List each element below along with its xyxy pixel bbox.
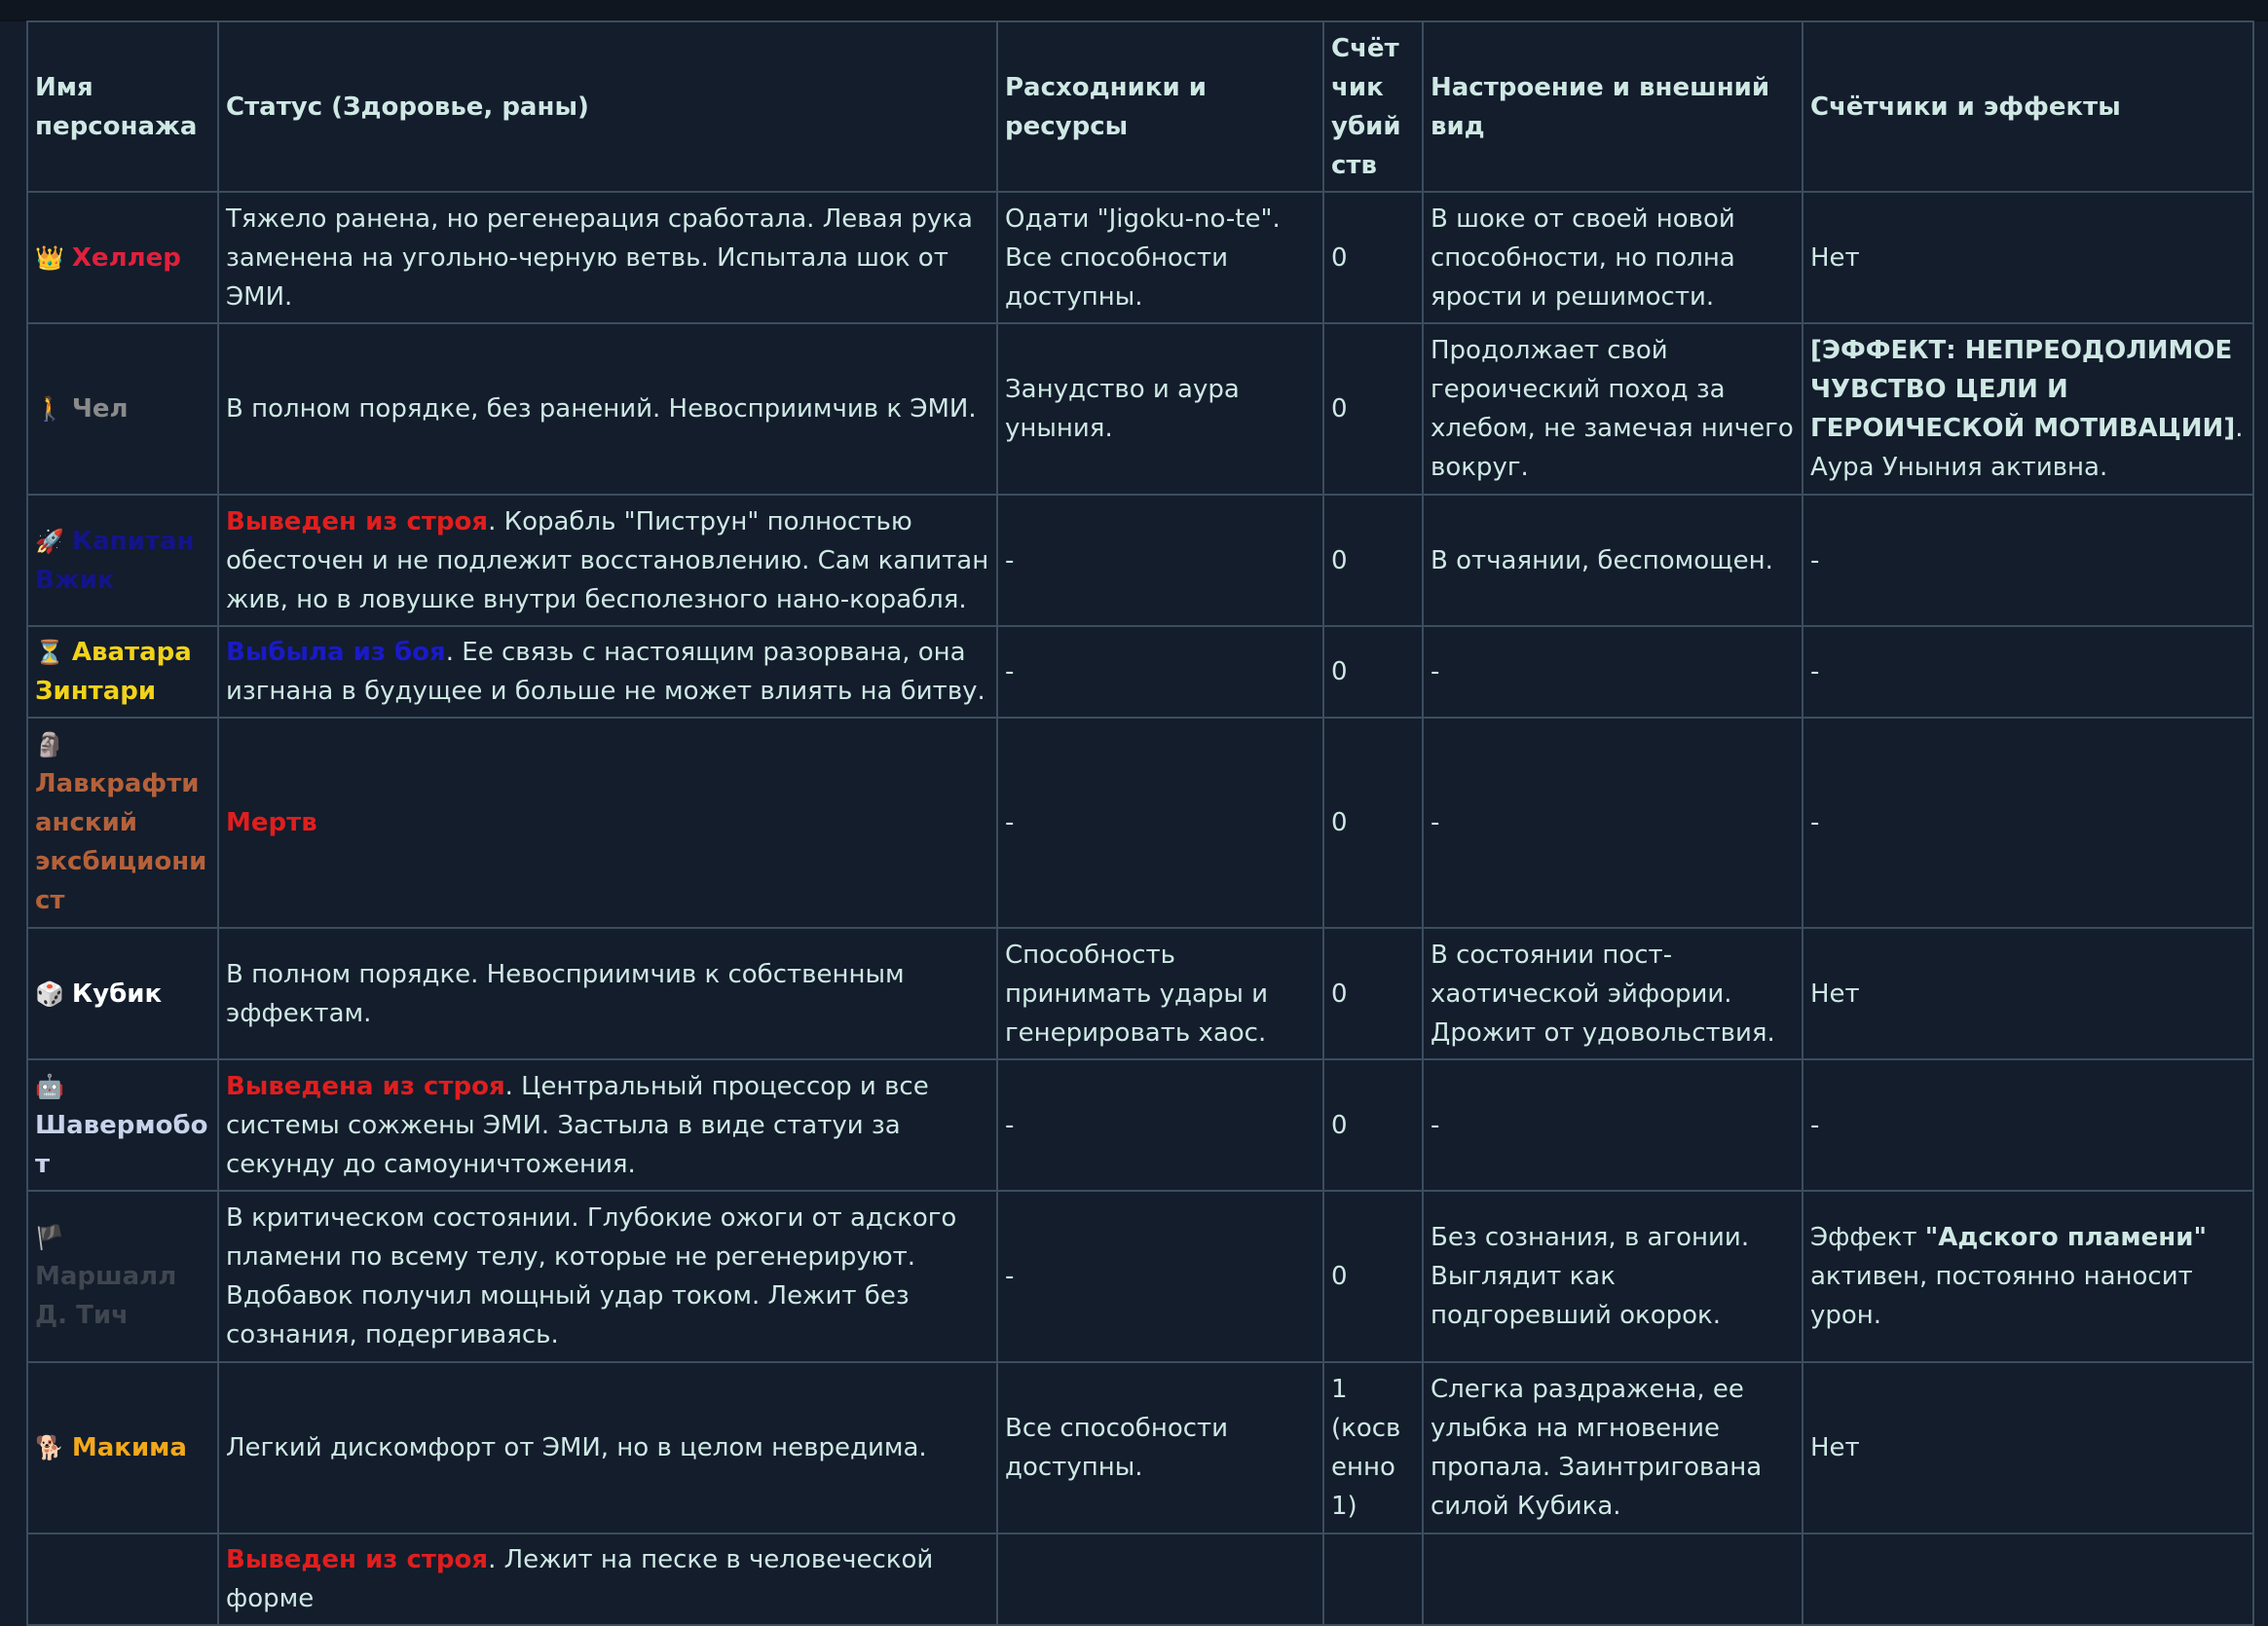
- effects-highlight: [ЭФФЕКТ: НЕПРЕОДОЛИМОЕ ЧУВСТВО ЦЕЛИ И ГЕРОИЧЕСКОЙ МОТИВАЦИИ]: [1810, 336, 2236, 443]
- cell-mood: Продолжает свой героический поход за хлебом, не замечая ничего вокруг.: [1423, 323, 1803, 495]
- effects-highlight: "Адского пламени": [1924, 1223, 2207, 1252]
- effects-prefix: Эффект: [1810, 1223, 1925, 1252]
- character-name: Капитан Вжик: [35, 526, 195, 595]
- table-row: [27, 626, 2253, 718]
- cell-resources: Все способности доступны.: [997, 1362, 1323, 1534]
- status-highlight: Выведена из строя: [226, 1071, 505, 1101]
- cell-effects: [1803, 1362, 2253, 1534]
- cell-status: [218, 718, 997, 928]
- cell-mood: -: [1423, 1059, 1803, 1191]
- statue-icon: 🗿: [35, 731, 64, 758]
- header-character-name: Имя персонажа: [27, 21, 218, 192]
- cell-resources: Одати "Jigoku-no-te". Все способности доступны.: [997, 192, 1323, 323]
- character-name: Макима: [71, 1433, 187, 1462]
- cell-resources: -: [997, 718, 1323, 928]
- cell-kill-counter: 0: [1323, 718, 1423, 928]
- cell-status: [218, 1191, 997, 1362]
- effects-text: -: [1810, 1110, 1820, 1140]
- table-row: [27, 718, 2253, 928]
- cell-mood: В состоянии пост-хаотической эйфории. Дрожит от удовольствия.: [1423, 928, 1803, 1059]
- table-row: [27, 928, 2253, 1059]
- header-kill-counter: Счётчик убийств: [1323, 21, 1423, 192]
- cell-effects: [1803, 192, 2253, 323]
- cell-kill-counter: 0: [1323, 1059, 1423, 1191]
- character-status-table: [26, 20, 2254, 1626]
- character-name: Кубик: [71, 979, 163, 1009]
- status-highlight: Выбыла из боя: [226, 638, 446, 667]
- effects-text: . Аура Уныния активна.: [1810, 414, 2244, 482]
- dog-icon: 🐕: [35, 1434, 64, 1461]
- hourglass-icon: ⏳: [35, 639, 64, 666]
- effects-text: активен, постоянно наносит урон.: [1810, 1262, 2193, 1330]
- cell-mood: В отчаянии, беспомощен.: [1423, 495, 1803, 626]
- cell-status: [218, 495, 997, 626]
- character-name: Маршалл Д. Тич: [35, 1262, 177, 1330]
- status-text: В полном порядке, без ранений. Невосприимчив к ЭМИ.: [226, 394, 977, 424]
- cell-resources: Занудство и аура уныния.: [997, 323, 1323, 495]
- cell-character-name: [27, 192, 218, 323]
- cell-status: [218, 192, 997, 323]
- cell-status: [218, 928, 997, 1059]
- character-name: Лавкрафтианский эксбиционист: [35, 769, 207, 915]
- effects-text: Нет: [1810, 242, 1860, 273]
- character-name: Шавермобот: [35, 1110, 208, 1179]
- table-row: [27, 1362, 2253, 1534]
- cell-kill-counter: 0: [1323, 626, 1423, 718]
- table-header-row: [27, 21, 2253, 192]
- status-highlight: Выведен из строя: [226, 1545, 489, 1574]
- cell-kill-counter: 0: [1323, 192, 1423, 323]
- cell-kill-counter: 0: [1323, 495, 1423, 626]
- cell-mood: [1423, 1534, 1803, 1625]
- status-text: . Лежит на песке в человеческой форме: [226, 1545, 934, 1613]
- top-bar: [0, 0, 2268, 21]
- cell-mood: -: [1423, 718, 1803, 928]
- cell-mood: -: [1423, 626, 1803, 718]
- cell-resources: Способность принимать удары и генерировать хаос.: [997, 928, 1323, 1059]
- effects-text: -: [1810, 657, 1820, 686]
- crown-icon: 👑: [35, 243, 64, 272]
- status-text: . Центральный процессор и все системы сожжены ЭМИ. Застыла в виде статуи за секунду до самоуничтожения.: [226, 1071, 929, 1179]
- cell-effects: [1803, 495, 2253, 626]
- status-text: В полном порядке. Невосприимчив к собственным эффектам.: [226, 959, 905, 1028]
- cell-character-name: [27, 1191, 218, 1362]
- effects-text: Нет: [1810, 979, 1860, 1009]
- character-name: Аватара Зинтари: [35, 638, 192, 706]
- cell-character-name: [27, 1534, 218, 1625]
- cell-effects: [1803, 928, 2253, 1059]
- header-mood: Настроение и внешний вид: [1423, 21, 1803, 192]
- character-name: Хеллер: [71, 242, 181, 273]
- status-highlight: Выведен из строя: [226, 506, 489, 536]
- cell-status: [218, 1059, 997, 1191]
- cell-resources: [997, 1534, 1323, 1625]
- table-body: [27, 192, 2253, 1625]
- table-row: [27, 1534, 2253, 1625]
- cell-effects: [1803, 1059, 2253, 1191]
- table-row: [27, 495, 2253, 626]
- cell-resources: -: [997, 1059, 1323, 1191]
- cell-effects: [1803, 1191, 2253, 1362]
- walking-person-icon: 🚶: [35, 395, 64, 423]
- cell-character-name: [27, 1059, 218, 1191]
- status-highlight: Мертв: [226, 808, 317, 837]
- header-status: Статус (Здоровье, раны): [218, 21, 997, 192]
- header-resources: Расходники и ресурсы: [997, 21, 1323, 192]
- cell-character-name: [27, 718, 218, 928]
- cell-resources: -: [997, 495, 1323, 626]
- cell-effects: [1803, 1534, 2253, 1625]
- rocket-icon: 🚀: [35, 527, 64, 555]
- robot-icon: 🤖: [35, 1072, 64, 1100]
- cell-kill-counter: 0: [1323, 323, 1423, 495]
- cell-mood: В шоке от своей новой способности, но полна ярости и решимости.: [1423, 192, 1803, 323]
- cell-kill-counter: [1323, 1534, 1423, 1625]
- dice-icon: 🎲: [35, 979, 64, 1008]
- cell-character-name: [27, 323, 218, 495]
- cell-resources: -: [997, 1191, 1323, 1362]
- status-table-container: [26, 20, 2252, 1626]
- cell-character-name: [27, 928, 218, 1059]
- table-row: [27, 323, 2253, 495]
- table-row: [27, 1059, 2253, 1191]
- character-name: Чел: [71, 394, 129, 424]
- status-text: В критическом состоянии. Глубокие ожоги от адского пламени по всему телу, которые не регенерируют. Вдобавок получил мощный удар током. Лежит без сознания, подергиваясь.: [226, 1203, 957, 1349]
- status-text: Легкий дискомфорт от ЭМИ, но в целом невредима.: [226, 1433, 927, 1462]
- cell-resources: -: [997, 626, 1323, 718]
- status-text: . Корабль "Пиструн" полностью обесточен и не подлежит восстановлению. Сам капитан жив, но в ловушке внутри бесполезного нано-корабля.: [226, 506, 989, 614]
- status-text: . Ее связь с настоящим разорвана, она изгнана в будущее и больше не может влиять на битву.: [226, 638, 985, 706]
- cell-kill-counter: 0: [1323, 1191, 1423, 1362]
- cell-mood: Без сознания, в агонии. Выглядит как подгоревший окорок.: [1423, 1191, 1803, 1362]
- cell-status: [218, 1534, 997, 1625]
- effects-text: -: [1810, 808, 1820, 837]
- cell-character-name: [27, 495, 218, 626]
- cell-mood: Слегка раздражена, ее улыбка на мгновение пропала. Заинтригована силой Кубика.: [1423, 1362, 1803, 1534]
- cell-kill-counter: 0: [1323, 928, 1423, 1059]
- pirate-flag-icon: 🏴: [35, 1224, 64, 1251]
- effects-text: Нет: [1810, 1433, 1860, 1462]
- status-text: Тяжело ранена, но регенерация сработала. Левая рука заменена на угольно-черную ветвь. Испытала шок от ЭМИ.: [226, 203, 973, 312]
- cell-status: [218, 323, 997, 495]
- cell-character-name: [27, 1362, 218, 1534]
- header-effects: Счётчики и эффекты: [1803, 21, 2253, 192]
- table-row: [27, 192, 2253, 323]
- table-row: [27, 1191, 2253, 1362]
- cell-effects: [1803, 323, 2253, 495]
- effects-text: -: [1810, 545, 1820, 575]
- cell-effects: [1803, 718, 2253, 928]
- cell-kill-counter: 1 (косвенно 1): [1323, 1362, 1423, 1534]
- cell-effects: [1803, 626, 2253, 718]
- cell-status: [218, 626, 997, 718]
- cell-status: [218, 1362, 997, 1534]
- cell-character-name: [27, 626, 218, 718]
